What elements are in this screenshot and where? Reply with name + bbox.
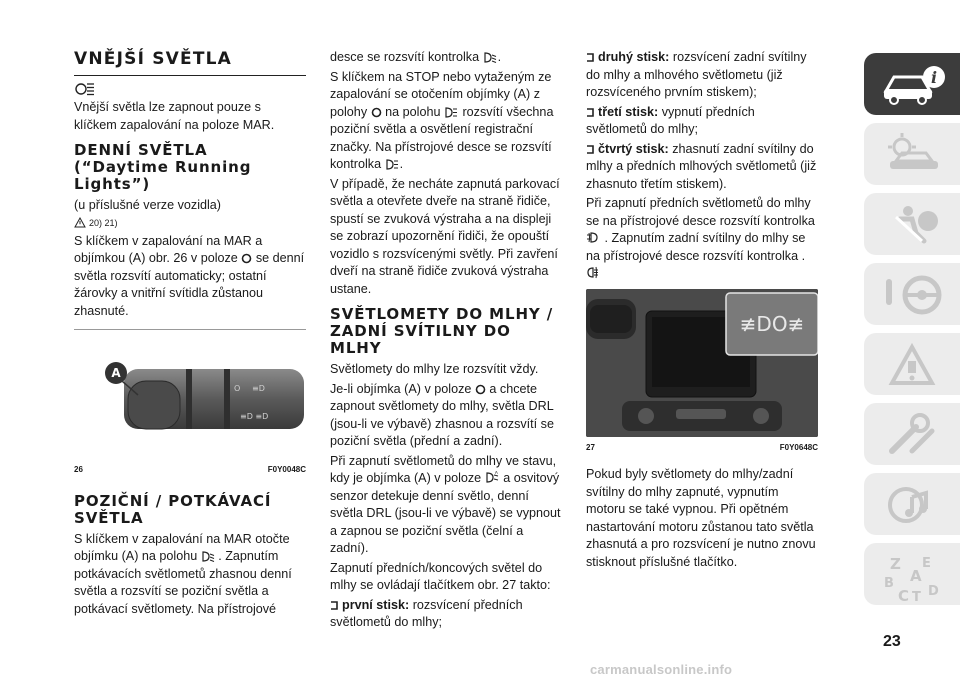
tab-index[interactable]: [864, 543, 960, 605]
svg-text:D: D: [928, 584, 939, 599]
off-position-icon: [241, 253, 252, 264]
col2-paragraph-4: Světlomety do mlhy lze rozsvítit vždy.: [330, 362, 539, 376]
tab-emergency[interactable]: [864, 333, 960, 395]
col2-paragraph-1: desce se rozsvítí kontrolka .: [330, 50, 502, 64]
svg-text:≡D: ≡D: [252, 384, 265, 393]
bullet-arrow-icon: [330, 601, 338, 610]
svg-text:Z: Z: [890, 555, 901, 573]
front-fog-indicator-icon: [586, 231, 601, 244]
tab-maintenance[interactable]: [864, 403, 960, 465]
bullet-second-press: druhý stisk: rozsvícení zadní svítilny do mlhy a mlhového světlometu (již rozsvíceného prvním stiskem);: [586, 50, 807, 99]
position-lights-text: S klíčkem v zapalování na MAR otočte objímku (A) na polohu . Zapnutím potkávacích světlometů zhasnou denní světla a rozsvítí se poziční světla a potkávací světlomety. Na přístrojové: [74, 531, 292, 616]
drl-note: [74, 217, 306, 229]
bullet-arrow-icon: [586, 108, 594, 117]
fog-button-illustration: [586, 289, 818, 437]
column-2: [330, 49, 562, 634]
svg-text:E: E: [922, 556, 931, 571]
road-warning-icon: [882, 343, 946, 387]
lights-icon: [74, 81, 306, 99]
column-1: [74, 50, 306, 620]
off-position-icon: [475, 384, 486, 395]
tab-warning-lights[interactable]: [864, 123, 960, 185]
page-title: VNĚJŠÍ SVĚTLA: [74, 49, 233, 69]
multimedia-icon: [882, 483, 946, 527]
tab-driving[interactable]: [864, 263, 960, 325]
drl-note-refs: 20) 21): [89, 217, 118, 228]
svg-text:B: B: [884, 576, 894, 591]
col2-paragraph-6: Při zapnutí světlometů do mlhy ve stavu, kdy je objímka (A) v poloze A a osvitový senzor detekuje denní světlo, denní světla DRL (jsou-li ve výbavě) se vypnout a zapnou se poziční světla (čelní a zadní).: [330, 453, 561, 555]
index-icon: [882, 553, 946, 603]
tools-icon: [882, 413, 946, 457]
svg-text:A: A: [494, 471, 498, 475]
col2-paragraph-5: Je-li objímka (A) v poloze a chcete zapnout světlomety do mlhy, světla DRL (jsou-li ve výbavě) zhasnou a rozsvítí se poziční světla (přední a zadní).: [330, 381, 554, 448]
warning-lights-icon: [882, 133, 946, 177]
low-beam-indicator-icon: [483, 52, 498, 63]
figure-27: [586, 289, 818, 437]
drl-text: S klíčkem v zapalování na MAR a objímkou (A) obr. 26 v poloze se denní světla rozsvítí automaticky; ostatní žárovky a vnitřní svítidla zůstanou zhasnuté.: [74, 233, 305, 318]
warning-triangle-icon: [74, 217, 86, 228]
column-3: [586, 49, 818, 573]
col2-paragraph-3: V případě, že necháte zapnutá parkovací světla a otevřete dveře na straně řidiče, spustí se zvuková výstraha a na displeji se zobrazí upozornění řidiči, že opouští vozidlo s rozsvícenými světly. Při zavření dveří na straně řidiče zvuková výstraha ustane.: [330, 176, 560, 296]
figure-26: [74, 339, 306, 459]
fog-lights-heading: SVĚTLOMETY DO MLHY / ZADNÍ SVÍTILNY DO MLHY: [330, 305, 554, 357]
bullet-first-press: první stisk: rozsvícení předních světlometů do mlhy;: [330, 597, 523, 629]
col3-paragraph-2: Pokud byly světlomety do mlhy/zadní svítilny do mlhy zapnuté, vypnutím motoru se také vypnou. Při opětném nastartování motoru zůstanou tato světla zhasnutá a pro rozsvícení je nutno znovu stisknout příslušné tlačítko.: [586, 467, 816, 569]
figure-callout-a: A: [111, 366, 121, 380]
bullet-fourth-press: čtvrtý stisk: zhasnutí zadní svítilny do mlhy a předních mlhových světlometů (již zhasnuto třetím stiskem).: [586, 141, 817, 191]
svg-text:A: A: [910, 567, 922, 585]
page-number: 23: [883, 633, 901, 650]
position-lights-heading: POZIČNÍ / POTKÁVACÍ SVĚTLA: [74, 491, 272, 527]
auto-lights-icon: [485, 471, 500, 484]
bullet-third-press: třetí stisk: vypnutí předních světlometů do mlhy;: [586, 104, 755, 136]
figure-26-caption: 26 F0Y0048C: [74, 465, 306, 474]
drl-heading: DENNÍ SVĚTLA (“Daytime Running Lights”): [74, 141, 252, 193]
drl-subheading: (u příslušné verze vozidla): [74, 198, 221, 212]
off-position-icon: [371, 107, 382, 118]
col3-paragraph-1: Při zapnutí předních světlometů do mlhy se na přístrojové desce rozsvítí kontrolka . Zapnutím zadní svítilny do mlhy se na přístrojové desce rozsvítí kontrolka .: [586, 195, 818, 283]
position-lights-indicator-icon: [385, 159, 400, 170]
car-info-icon: [882, 63, 946, 107]
low-beam-icon: [201, 551, 215, 562]
title-rule: [74, 75, 306, 76]
rear-fog-indicator-icon: [586, 266, 600, 279]
figure-27-caption: 27 F0Y0648C: [586, 442, 818, 452]
svg-text:T: T: [912, 590, 921, 603]
svg-text:≢DO≢: ≢DO≢: [739, 311, 805, 336]
airbag-icon: [882, 203, 946, 247]
figure-top-rule: [74, 329, 306, 330]
bullet-arrow-icon: [586, 145, 594, 154]
col2-paragraph-2: S klíčkem na STOP nebo vytaženým ze zapalování se otočením objímky (A) z polohy na polohu rozsvítí všechna poziční světla a osvětlení registrační značky. Na přístrojové desce se rozsvítí kontrolka .: [330, 69, 554, 171]
watermark: carmanualsonline.info: [590, 662, 733, 677]
svg-text:i: i: [930, 68, 938, 87]
bullet-arrow-icon: [586, 53, 594, 62]
light-stalk-illustration: [74, 339, 306, 459]
intro-text: Vnější světla lze zapnout pouze s klíčkem zapalování na poloze MAR.: [74, 100, 275, 132]
parking-lights-icon: [444, 107, 459, 118]
tab-safety[interactable]: [864, 193, 960, 255]
svg-text:C: C: [898, 587, 910, 603]
col2-paragraph-7: Zapnutí předních/koncových světel do mlhy se ovládají tlačítkem obr. 27 takto:: [330, 560, 551, 592]
tab-multimedia[interactable]: [864, 473, 960, 535]
svg-text:O: O: [234, 384, 241, 393]
svg-text:≡D ≡D: ≡D ≡D: [240, 412, 269, 421]
steering-wheel-icon: [882, 273, 946, 317]
tab-car-info[interactable]: [864, 53, 960, 115]
